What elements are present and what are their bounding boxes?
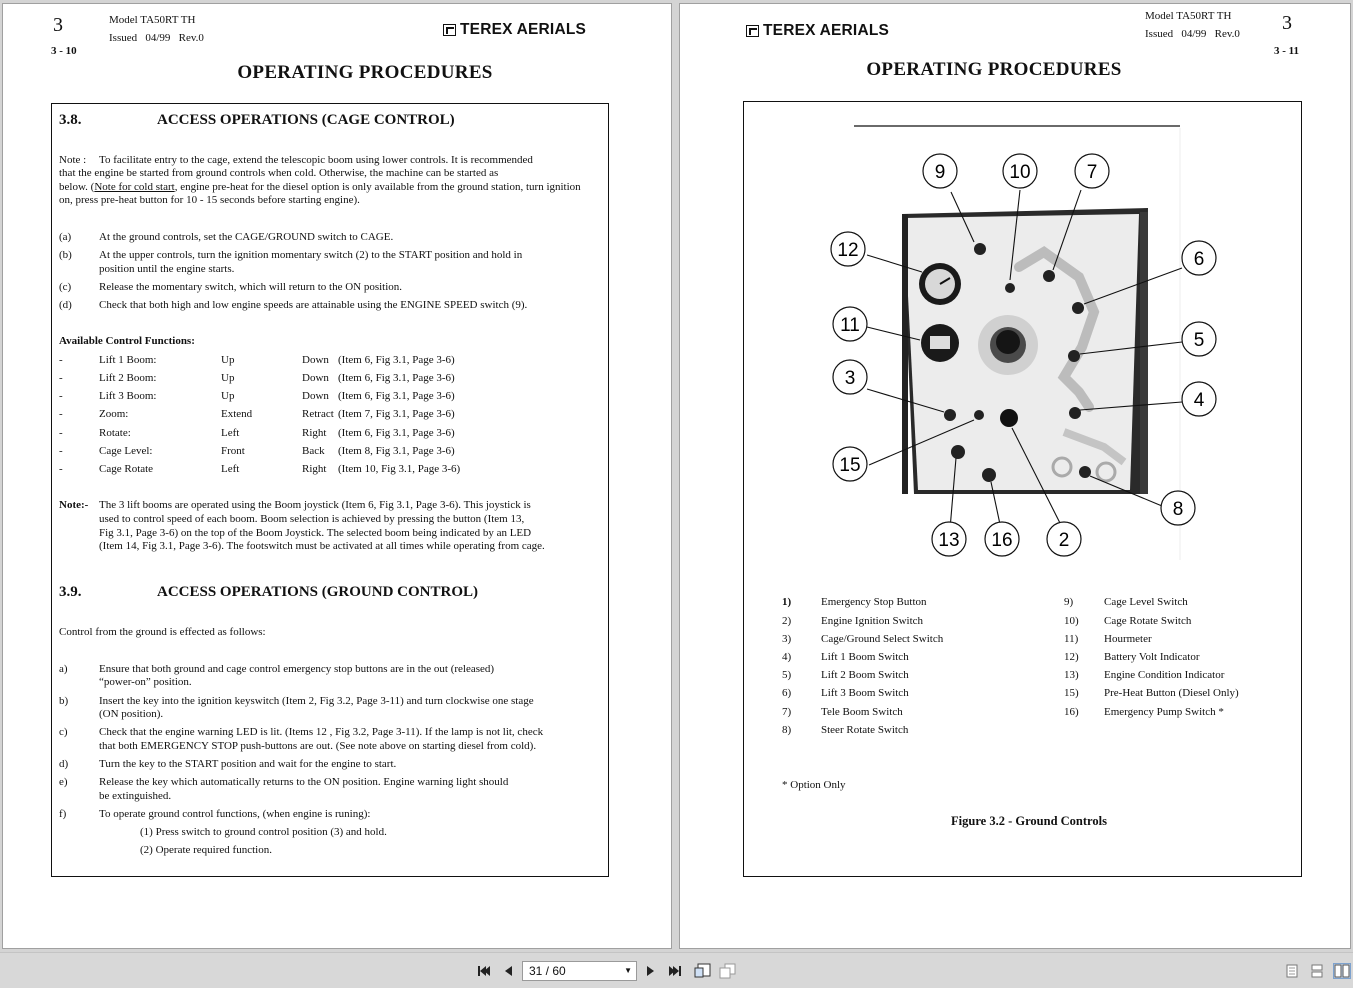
sub-step: (1) Press switch to ground control position (3) and hold. xyxy=(140,826,387,838)
function-ref: (Item 6, Fig 3.1, Page 3-6) xyxy=(338,427,455,439)
legend-number: 6) xyxy=(782,687,792,699)
callout-circle xyxy=(831,358,869,396)
callout-circle xyxy=(1001,152,1039,190)
next-page-button[interactable] xyxy=(643,963,659,979)
continuous-page-icon xyxy=(1311,964,1323,978)
legend-number: 15) xyxy=(1064,687,1079,699)
legend-number: 4) xyxy=(782,651,792,663)
function-b: Down xyxy=(302,354,329,366)
function-ref: (Item 8, Fig 3.1, Page 3-6) xyxy=(338,445,455,457)
content-box xyxy=(51,103,609,877)
legend-label: Cage Level Switch xyxy=(1104,596,1188,608)
option-note: * Option Only xyxy=(782,779,846,791)
callout-circle xyxy=(1073,152,1111,190)
terex-logo-icon xyxy=(443,24,456,36)
last-page-icon xyxy=(668,965,682,977)
terex-logo-icon xyxy=(746,25,759,37)
page-title: OPERATING PROCEDURES xyxy=(866,59,1122,80)
previous-page-button[interactable] xyxy=(500,963,516,979)
function-row: - xyxy=(59,372,63,384)
fit-page-button[interactable] xyxy=(694,963,712,979)
section-number: 3.9. xyxy=(59,584,82,600)
facing-pages-view-button[interactable] xyxy=(1333,963,1351,979)
legend-label: Lift 1 Boom Switch xyxy=(821,651,909,663)
section-number: 3.8. xyxy=(59,112,82,128)
step-label: (c) xyxy=(59,281,72,293)
legend-label: Steer Rotate Switch xyxy=(821,724,909,736)
svg-text:11: 11 xyxy=(840,315,860,336)
function-name: Lift 3 Boom: xyxy=(99,390,157,402)
functions-heading: Available Control Functions: xyxy=(59,335,195,347)
function-row: - xyxy=(59,463,63,475)
legend-number: 16) xyxy=(1064,706,1079,718)
function-a: Left xyxy=(221,427,240,439)
ground-intro: Control from the ground is effected as follows: xyxy=(59,626,266,638)
svg-text:7: 7 xyxy=(1086,162,1098,183)
step-label: c) xyxy=(59,726,68,738)
step-label: e) xyxy=(59,776,68,788)
right-page xyxy=(679,3,1351,949)
function-row: - xyxy=(59,427,63,439)
svg-text:9: 9 xyxy=(934,162,946,183)
note-text: (Item 14, Fig 3.1, Page 3-6). The footswitch must be activated at all times while operating from cage. xyxy=(99,540,545,552)
step-text: Check that the engine warning LED is lit. (Items 12 , Fig 3.2, Page 3-11). If the lamp is not lit, check xyxy=(99,726,544,738)
function-b: Retract xyxy=(302,408,334,420)
svg-text:8: 8 xyxy=(1172,499,1184,520)
function-name: Lift 2 Boom: xyxy=(99,372,157,384)
company-logo: TEREX AERIALS xyxy=(443,21,586,39)
function-b: Down xyxy=(302,372,329,384)
function-ref: (Item 10, Fig 3.1, Page 3-6) xyxy=(338,463,461,475)
legend-label: Battery Volt Indicator xyxy=(1104,651,1200,663)
first-page-button[interactable] xyxy=(476,963,492,979)
page-title: OPERATING PROCEDURES xyxy=(237,62,493,83)
legend-label: Tele Boom Switch xyxy=(821,706,903,718)
figure-caption: Figure 3.2 - Ground Controls xyxy=(951,814,1107,828)
step-label: (d) xyxy=(59,299,72,311)
pdf-toolbar xyxy=(0,952,1353,988)
legend-label: Engine Ignition Switch xyxy=(821,615,924,627)
function-ref: (Item 7, Fig 3.1, Page 3-6) xyxy=(338,408,455,420)
step-text: Release the momentary switch, which will return to the ON position. xyxy=(99,281,403,293)
legend-number: 7) xyxy=(782,706,792,718)
legend-number: 12) xyxy=(1064,651,1079,663)
step-text: Ensure that both ground and cage control emergency stop buttons are in the out (released) xyxy=(99,663,495,675)
single-page-view-button[interactable] xyxy=(1284,963,1300,979)
function-a: Front xyxy=(221,445,245,457)
function-a: Up xyxy=(221,372,235,384)
legend-label: Engine Condition Indicator xyxy=(1104,669,1225,681)
dropdown-arrow-icon: ▼ xyxy=(624,966,632,975)
function-b: Back xyxy=(302,445,325,457)
step-text: Check that both high and low engine speeds are attainable using the ENGINE SPEED switch (9). xyxy=(99,299,528,311)
function-b: Right xyxy=(302,463,327,475)
step-label: f) xyxy=(59,808,67,820)
step-label: (a) xyxy=(59,231,72,243)
svg-text:10: 10 xyxy=(1009,162,1031,183)
legend-number: 2) xyxy=(782,615,792,627)
callout-circle xyxy=(1180,380,1218,418)
step-label: d) xyxy=(59,758,69,770)
step-text: Release the key which automatically returns to the ON position. Engine warning light should xyxy=(99,776,509,788)
svg-text:5: 5 xyxy=(1193,330,1205,351)
legend-number: 9) xyxy=(1064,596,1074,608)
model-label: Model TA50RT TH xyxy=(109,14,196,26)
legend-number: 1) xyxy=(782,596,792,608)
step-text: that both EMERGENCY STOP push-buttons are out. (See note above on starting diesel from cold). xyxy=(99,740,537,752)
callout-circle xyxy=(921,152,959,190)
function-row: - xyxy=(59,408,63,420)
function-a: Up xyxy=(221,390,235,402)
step-label: b) xyxy=(59,695,69,707)
svg-text:3: 3 xyxy=(844,368,856,389)
section-heading: ACCESS OPERATIONS (CAGE CONTROL) xyxy=(157,112,455,128)
legend-number: 5) xyxy=(782,669,792,681)
function-ref: (Item 6, Fig 3.1, Page 3-6) xyxy=(338,390,455,402)
note-label: Note:- xyxy=(59,499,89,511)
note-text: on, press pre-heat button for 10 - 15 seconds before starting engine). xyxy=(59,194,360,206)
left-page xyxy=(2,3,672,949)
note-text: The 3 lift booms are operated using the Boom joystick (Item 6, Fig 3.1, Page 3-6). This joystick is xyxy=(99,499,531,511)
function-b: Right xyxy=(302,427,327,439)
issue-label: Issued 04/99 Rev.0 xyxy=(109,32,204,44)
function-name: Lift 1 Boom: xyxy=(99,354,157,366)
function-name: Rotate: xyxy=(99,427,131,439)
note-label: Note : xyxy=(59,154,87,166)
step-text: (ON position). xyxy=(99,708,164,720)
svg-text:6: 6 xyxy=(1193,249,1205,270)
figure-box xyxy=(743,101,1302,877)
step-text: Turn the key to the START position and wait for the engine to start. xyxy=(99,758,397,770)
model-label: Model TA50RT TH xyxy=(1145,10,1232,22)
function-ref: (Item 6, Fig 3.1, Page 3-6) xyxy=(338,354,455,366)
company-logo: TEREX AERIALS xyxy=(746,22,889,40)
svg-text:12: 12 xyxy=(837,240,859,261)
legend-number: 3) xyxy=(782,633,792,645)
legend-number: 13) xyxy=(1064,669,1079,681)
step-label: a) xyxy=(59,663,68,675)
step-text: be extinguished. xyxy=(99,790,172,802)
page-number-input[interactable]: 31 / 60 ▼ xyxy=(522,961,637,981)
section-heading: ACCESS OPERATIONS (GROUND CONTROL) xyxy=(157,584,479,600)
step-text: To operate ground control functions, (when engine is runing): xyxy=(99,808,371,820)
legend-label: Lift 2 Boom Switch xyxy=(821,669,909,681)
callout-circle xyxy=(831,305,869,343)
fit-width-icon xyxy=(719,963,737,979)
callout-circle xyxy=(983,520,1021,558)
legend-label: Lift 3 Boom Switch xyxy=(821,687,909,699)
callout-circle xyxy=(829,230,867,268)
function-row: - xyxy=(59,354,63,366)
note-text: that the engine be started from ground controls when cold. Otherwise, the machine can be started as xyxy=(59,167,499,179)
svg-text:16: 16 xyxy=(991,530,1013,551)
callout-circle xyxy=(1180,239,1218,277)
control-panel-photo xyxy=(902,208,1148,494)
legend-label: Emergency Pump Switch * xyxy=(1104,706,1224,718)
chapter-number: 3 xyxy=(53,14,63,36)
legend-number: 11) xyxy=(1064,633,1079,645)
page-number: 3 - 10 xyxy=(51,45,77,57)
previous-page-icon xyxy=(503,965,513,977)
legend-label: Pre-Heat Button (Diesel Only) xyxy=(1104,687,1239,699)
function-a: Up xyxy=(221,354,235,366)
function-ref: (Item 6, Fig 3.1, Page 3-6) xyxy=(338,372,455,384)
step-text: At the ground controls, set the CAGE/GROUND switch to CAGE. xyxy=(99,231,394,243)
fit-page-icon xyxy=(694,963,712,979)
callout-circle xyxy=(930,520,968,558)
callout-circle xyxy=(1180,320,1218,358)
function-row: - xyxy=(59,390,63,402)
facing-pages-icon xyxy=(1334,964,1350,978)
page-number: 3 - 11 xyxy=(1274,45,1300,57)
continuous-view-button[interactable] xyxy=(1309,963,1325,979)
legend-label: Cage Rotate Switch xyxy=(1104,615,1192,627)
chapter-number: 3 xyxy=(1282,12,1292,34)
function-row: - xyxy=(59,445,63,457)
function-name: Cage Rotate xyxy=(99,463,154,475)
function-a: Extend xyxy=(221,408,253,420)
callout-circle xyxy=(831,445,869,483)
svg-text:13: 13 xyxy=(938,530,960,551)
function-name: Zoom: xyxy=(99,408,129,420)
callout-circle xyxy=(1159,489,1197,527)
note-text: used to control speed of each boom. Boom selection is achieved by pressing the button (Item 13, xyxy=(99,513,525,525)
function-name: Cage Level: xyxy=(99,445,153,457)
sub-step: (2) Operate required function. xyxy=(140,844,272,856)
svg-text:15: 15 xyxy=(839,455,861,476)
step-text: At the upper controls, turn the ignition momentary switch (2) to the START position and hold in xyxy=(99,249,523,261)
note-text: below. (Note for cold start, engine pre-heat for the diesel option is only available from the ground station, turn ignition xyxy=(59,181,581,193)
note-text: To facilitate entry to the cage, extend the telescopic boom using lower controls. It is recommended xyxy=(99,154,533,166)
last-page-button[interactable] xyxy=(667,963,683,979)
single-page-icon xyxy=(1286,964,1298,978)
step-label: (b) xyxy=(59,249,72,261)
step-text: “power-on” position. xyxy=(99,676,192,688)
note-text: Fig 3.1, Page 3-6) on the top of the Boom Joystick. The selected boom being indicated by an LED xyxy=(99,527,532,539)
legend-label: Cage/Ground Select Switch xyxy=(821,633,944,645)
svg-text:4: 4 xyxy=(1193,390,1205,411)
function-a: Left xyxy=(221,463,240,475)
legend-number: 10) xyxy=(1064,615,1079,627)
first-page-icon xyxy=(477,965,491,977)
legend-label: Hourmeter xyxy=(1104,633,1152,645)
function-b: Down xyxy=(302,390,329,402)
step-text: position until the engine starts. xyxy=(99,263,235,275)
next-page-icon xyxy=(646,965,656,977)
callout-circle xyxy=(1045,520,1083,558)
legend-number: 8) xyxy=(782,724,792,736)
fit-width-button[interactable] xyxy=(719,963,737,979)
svg-text:2: 2 xyxy=(1058,530,1070,551)
issue-label: Issued 04/99 Rev.0 xyxy=(1145,28,1240,40)
step-text: Insert the key into the ignition keyswitch (Item 2, Fig 3.2, Page 3-11) and turn clockwise one stage xyxy=(99,695,534,707)
legend-label: Emergency Stop Button xyxy=(821,596,927,608)
